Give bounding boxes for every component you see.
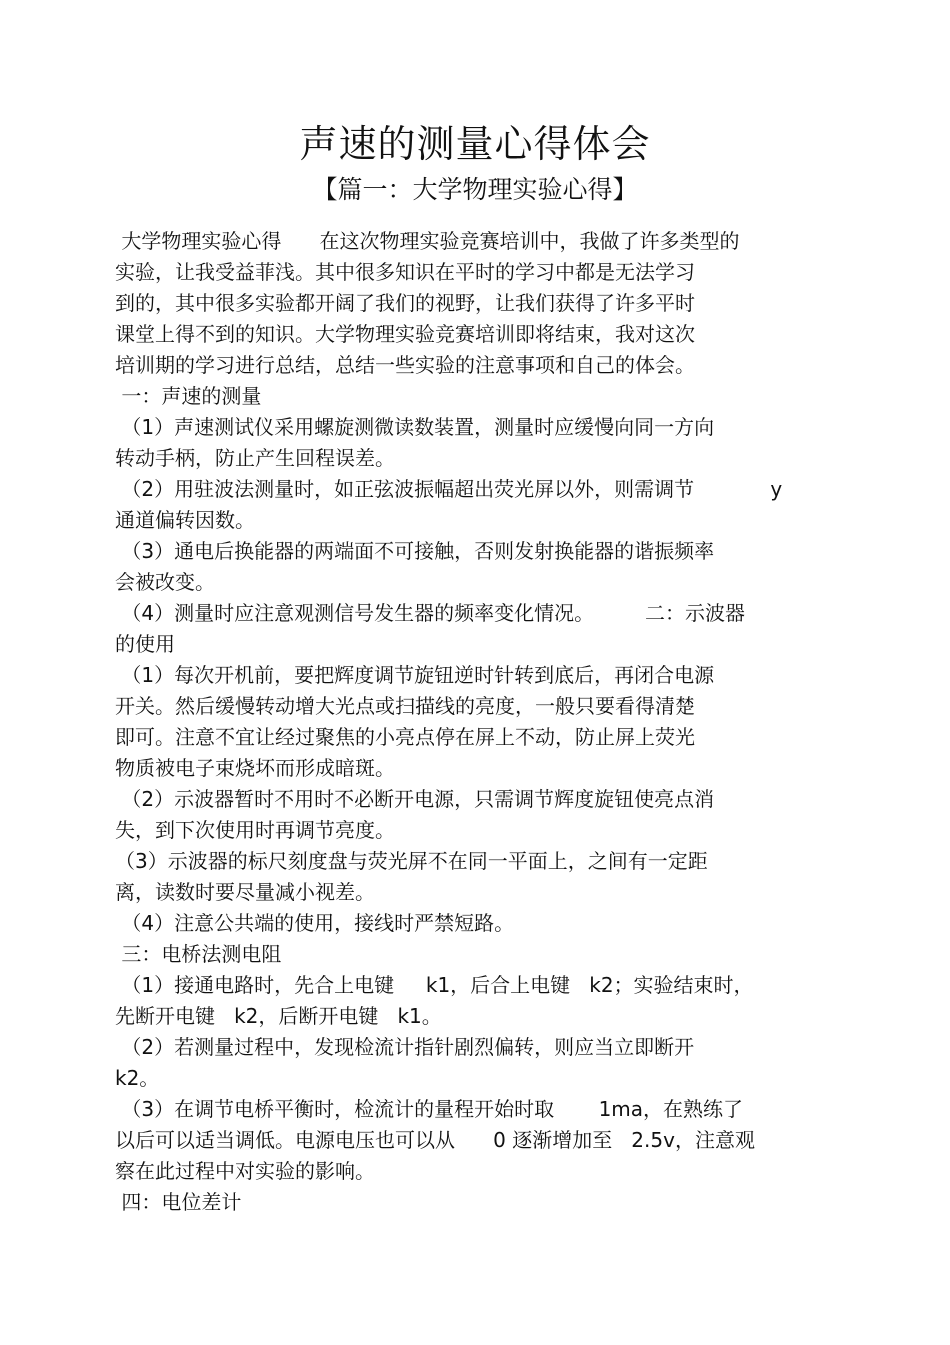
- body-line: 开关。然后缓慢转动增大光点或扫描线的亮度，一般只要看得清楚: [115, 694, 695, 718]
- body-line: 三：电桥法测电阻: [115, 942, 282, 966]
- body-line: 到的，其中很多实验都开阔了我们的视野，让我们获得了许多平时: [115, 291, 695, 315]
- body-line: （1）接通电路时，先合上电键 k1，后合上电键 k2；实验结束时，: [115, 973, 754, 997]
- body-line: 先断开电键 k2，后断开电键 k1。: [115, 1004, 442, 1028]
- body-line: 物质被电子束烧坏而形成暗斑。: [115, 756, 395, 780]
- body-line: 失，到下次使用时再调节亮度。: [115, 818, 395, 842]
- body-line: 实验，让我受益菲浅。其中很多知识在平时的学习中都是无法学习: [115, 260, 695, 284]
- body-line: （2）若测量过程中，发现检流计指针剧烈偏转，则应当立即断开: [115, 1035, 695, 1059]
- body-line: （1）每次开机前，要把辉度调节旋钮逆时针转到底后，再闭合电源: [115, 663, 715, 687]
- body-line: 四：电位差计: [115, 1190, 242, 1214]
- body-line: k2。: [115, 1066, 160, 1090]
- body-line: （1）声速测试仪采用螺旋测微读数装置，测量时应缓慢向同一方向: [115, 415, 715, 439]
- body-line: 一：声速的测量: [115, 384, 262, 408]
- document-subtitle: 【篇一：大学物理实验心得】: [312, 175, 638, 204]
- body-line: 离，读数时要尽量减小视差。: [115, 880, 375, 904]
- body-line: （3）示波器的标尺刻度盘与荧光屏不在同一平面上，之间有一定距: [115, 849, 708, 873]
- body-line: 培训期的学习进行总结，总结一些实验的注意事项和自己的体会。: [115, 353, 695, 377]
- body-line: 会被改变。: [115, 570, 215, 594]
- body-line: 课堂上得不到的知识。大学物理实验竞赛培训即将结束，我对这次: [115, 322, 695, 346]
- body-line: 以后可以适当调低。电源电压也可以从 0 逐渐增加至 2.5v，注意观: [115, 1128, 755, 1152]
- body-line: （3）通电后换能器的两端面不可接触，否则发射换能器的谐振频率: [115, 539, 715, 563]
- body-line: 转动手柄，防止产生回程误差。: [115, 446, 395, 470]
- body-line: 即可。注意不宜让经过聚焦的小亮点停在屏上不动，防止屏上荧光: [115, 725, 695, 749]
- document-title: 声速的测量心得体会: [299, 122, 651, 166]
- body-line: 的使用: [115, 632, 175, 656]
- body-line: 察在此过程中对实验的影响。: [115, 1159, 375, 1183]
- body-line: （3）在调节电桥平衡时，检流计的量程开始时取 1ma，在熟练了: [115, 1097, 744, 1121]
- body-line: （4）注意公共端的使用，接线时严禁短路。: [115, 911, 515, 935]
- body-line: 通道偏转因数。: [115, 508, 255, 532]
- body-line: （2）用驻波法测量时，如正弦波振幅超出荧光屏以外，则需调节 y: [115, 477, 783, 501]
- body-line: （2）示波器暂时不用时不必断开电源，只需调节辉度旋钮使亮点消: [115, 787, 715, 811]
- body-line: （4）测量时应注意观测信号发生器的频率变化情况。 二：示波器: [115, 601, 745, 625]
- document-body: [115, 226, 835, 1218]
- body-line: 大学物理实验心得 在这次物理实验竞赛培训中，我做了许多类型的: [115, 229, 740, 253]
